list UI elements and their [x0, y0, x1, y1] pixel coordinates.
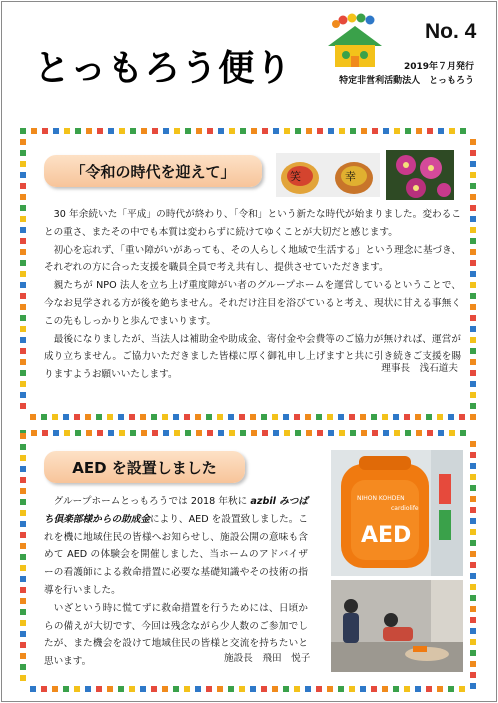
frame-dot [339, 128, 345, 134]
frame-dot [328, 128, 334, 134]
frame-dot [284, 430, 290, 436]
svg-text:笑: 笑 [290, 170, 301, 183]
frame-dot [382, 414, 388, 420]
frame-dot [350, 128, 356, 134]
frame-dot [20, 293, 26, 299]
frame-dot [273, 430, 279, 436]
frame-dot [206, 686, 212, 692]
issue-date: 2019年７月発行 [403, 62, 474, 72]
section2-paragraph [44, 493, 308, 600]
frame-dot [460, 430, 466, 436]
frame-dot [162, 686, 168, 692]
frame-dot [459, 686, 465, 692]
frame-dot [20, 521, 26, 527]
frame-dot [20, 631, 26, 637]
frame-dot [41, 414, 47, 420]
frame-dot [383, 128, 389, 134]
frame-dot [119, 430, 125, 436]
frame-dot [107, 686, 113, 692]
frame-dot [119, 128, 125, 134]
frame-dot [272, 686, 278, 692]
frame-dot [163, 430, 169, 436]
frame-dot [63, 686, 69, 692]
frame-dot [416, 128, 422, 134]
frame-dot [283, 414, 289, 420]
frame-dot [196, 430, 202, 436]
frame-dot [372, 128, 378, 134]
frame-dot [52, 414, 58, 420]
frame-dot [470, 683, 476, 689]
frame-dot [448, 414, 454, 420]
frame-dot [20, 139, 26, 145]
grant-followup-text: により、AED を設置致しました。これを機に地域住民の皆様へお知らせし、施設公開の意味も含めて AED の体験会を開催しました、当ホームのアドバイザーの看護師による救命措置に必要な基礎知識やその技術の指導を行いました。 [44, 513, 309, 596]
frame-dot [372, 430, 378, 436]
frame-dot [371, 414, 377, 420]
frame-dot [470, 606, 476, 612]
frame-dot [470, 150, 476, 156]
frame-dot [448, 686, 454, 692]
frame-dot [470, 474, 476, 480]
frame-dot [206, 414, 212, 420]
frame-dot [449, 430, 455, 436]
frame-dot [20, 238, 26, 244]
frame-dot [361, 430, 367, 436]
frame-dot [20, 543, 26, 549]
frame-dot [295, 128, 301, 134]
frame-dot [470, 205, 476, 211]
frame-dot [20, 403, 26, 409]
frame-dot [416, 430, 422, 436]
frame-dot [339, 430, 345, 436]
frame-dot [20, 205, 26, 211]
frame-dot [130, 430, 136, 436]
frame-dot [438, 430, 444, 436]
frame-dot [229, 128, 235, 134]
frame-dot [228, 414, 234, 420]
frame-dot [470, 628, 476, 634]
section2-signature: 施設長 飛田 悦子 [224, 653, 311, 664]
frame-dot [294, 686, 300, 692]
frame-dot [262, 430, 268, 436]
section1-paragraph: 最後になりましたが、当法人は補助金や助成金、寄付金や会費等のご協力が無ければ、運営が成り立ちません。ご協力いただきました皆様に厚く御礼申し上げますと共に引き続きご支援を賜りますようお願いいたします。 [44, 333, 461, 381]
frame-dot [20, 675, 26, 681]
frame-dot [20, 587, 26, 593]
frame-dot [360, 414, 366, 420]
grant-source-text: azbil みつばち倶楽部様からの助成金 [44, 496, 308, 525]
frame-dot [20, 150, 26, 156]
frame-dot [20, 183, 26, 189]
petunia-flowers-photo [386, 150, 454, 200]
frame-dot [20, 194, 26, 200]
frame-dot [349, 686, 355, 692]
frame-dot [470, 595, 476, 601]
frame-dot [251, 430, 257, 436]
frame-dot [470, 227, 476, 233]
frame-dot [273, 128, 279, 134]
frame-dot [20, 565, 26, 571]
frame-dot [470, 661, 476, 667]
frame-dot [240, 430, 246, 436]
frame-dot [305, 414, 311, 420]
frame-dot [470, 238, 476, 244]
frame-dot [261, 686, 267, 692]
frame-dot [393, 414, 399, 420]
frame-dot [470, 139, 476, 145]
frame-dot [20, 326, 26, 332]
frame-dot [20, 172, 26, 178]
section2-heading: AED を設置しました [44, 451, 245, 483]
frame-dot [239, 414, 245, 420]
frame-dot [53, 128, 59, 134]
frame-dot [470, 529, 476, 535]
section1-paragraph: 親たちが NPO 法人を立ち上げ重度障がい者のグループホームを運営しているということで、今なお見学される方が後を絶ちません。それだけ注目を浴びていると考え、現状に甘える事無くこの先もしっかりと歩んでまいります。 [44, 280, 461, 327]
frame-dot [20, 392, 26, 398]
frame-dot [405, 128, 411, 134]
frame-dot [20, 161, 26, 167]
frame-dot [108, 128, 114, 134]
frame-dot [53, 430, 59, 436]
frame-dot [470, 551, 476, 557]
frame-dot [31, 128, 37, 134]
frame-dot [96, 414, 102, 420]
frame-dot [470, 304, 476, 310]
frame-dot [184, 686, 190, 692]
frame-dot [151, 414, 157, 420]
section2-paragraph: いざという時に慌てずに救命措置を行うためには、日頃からの備えが大切です、今回は残念ながら少人数のご参加でしたが、また機会を設けて地域住民の皆様と交流を持ちたいと思います。 [44, 602, 308, 668]
section1-paragraph: 30 年余続いた「平成」の時代が終わり、「令和」という新たな時代が始まりました。変わることの重さ、またその中でも本質は変わらずに続けてゆくことが大切だと感じます。 [44, 209, 461, 238]
frame-dot [438, 128, 444, 134]
frame-dot [184, 414, 190, 420]
frame-dot [470, 216, 476, 222]
newsletter-title: とっもろう便り [34, 48, 293, 89]
frame-dot [207, 128, 213, 134]
frame-dot [108, 430, 114, 436]
issue-number: No. 4 [425, 20, 477, 43]
frame-dot [64, 128, 70, 134]
frame-dot [64, 430, 70, 436]
frame-dot [228, 686, 234, 692]
grant-intro-text: グループホームとっもろうでは 2018 年秋に [44, 496, 251, 507]
frame-dot [349, 414, 355, 420]
shisa-figures-photo [276, 153, 380, 197]
frame-dot [470, 392, 476, 398]
frame-dot [283, 686, 289, 692]
frame-dot [393, 686, 399, 692]
frame-dot [305, 686, 311, 692]
frame-dot [306, 128, 312, 134]
frame-dot [426, 686, 432, 692]
frame-dot [470, 562, 476, 568]
frame-dot [426, 414, 432, 420]
frame-dot [470, 260, 476, 266]
frame-dot [460, 128, 466, 134]
frame-dot [86, 430, 92, 436]
frame-dot [20, 444, 26, 450]
frame-dot [295, 430, 301, 436]
frame-dot [470, 381, 476, 387]
frame-dot [130, 128, 136, 134]
frame-dot [185, 430, 191, 436]
frame-dot [284, 128, 290, 134]
frame-dot [185, 128, 191, 134]
frame-dot [459, 414, 465, 420]
aed-device-photo [331, 450, 463, 576]
frame-dot [470, 540, 476, 546]
section1-body [44, 206, 461, 384]
frame-dot [470, 370, 476, 376]
frame-dot [20, 260, 26, 266]
frame-dot [306, 430, 312, 436]
house-logo-icon [324, 12, 386, 76]
frame-dot [85, 414, 91, 420]
frame-dot [20, 433, 26, 439]
frame-dot [20, 642, 26, 648]
frame-dot [118, 686, 124, 692]
aed-model-label: cardiolife [391, 505, 419, 512]
frame-dot [470, 194, 476, 200]
frame-dot [470, 496, 476, 502]
frame-dot [394, 128, 400, 134]
frame-dot [141, 128, 147, 134]
frame-dot [470, 584, 476, 590]
frame-dot [20, 510, 26, 516]
frame-dot [470, 172, 476, 178]
section1-paragraph: 初心を忘れず、「重い障がいがあっても、その人らしく地域で生活する」という理念に基づき、それぞれの方に合った支援を職員全員で考え共有し、提供させていただきます。 [44, 244, 461, 274]
frame-dot [470, 441, 476, 447]
frame-dot [173, 414, 179, 420]
frame-dot [470, 249, 476, 255]
frame-dot [427, 128, 433, 134]
frame-dot [217, 686, 223, 692]
frame-dot [250, 686, 256, 692]
frame-dot [140, 414, 146, 420]
frame-dot [470, 326, 476, 332]
frame-dot [85, 686, 91, 692]
frame-dot [20, 370, 26, 376]
frame-dot [20, 554, 26, 560]
frame-dot [31, 430, 37, 436]
frame-dot [327, 686, 333, 692]
frame-dot [86, 128, 92, 134]
frame-dot [217, 414, 223, 420]
frame-dot [437, 686, 443, 692]
frame-dot [338, 414, 344, 420]
section1-signature: 理事長 浅石道夫 [381, 363, 458, 374]
frame-dot [20, 271, 26, 277]
frame-dot [272, 414, 278, 420]
aed-training-photo [331, 580, 463, 672]
frame-dot [20, 304, 26, 310]
frame-dot [470, 359, 476, 365]
frame-dot [250, 414, 256, 420]
frame-dot [20, 466, 26, 472]
frame-dot [405, 430, 411, 436]
frame-dot [196, 128, 202, 134]
frame-dot [20, 664, 26, 670]
frame-dot [152, 128, 158, 134]
frame-dot [316, 414, 322, 420]
frame-dot [41, 686, 47, 692]
frame-dot [20, 227, 26, 233]
frame-dot [470, 573, 476, 579]
frame-dot [470, 518, 476, 524]
frame-dot [151, 686, 157, 692]
frame-dot [470, 650, 476, 656]
frame-dot [74, 414, 80, 420]
frame-dot [427, 430, 433, 436]
frame-dot [207, 430, 213, 436]
frame-dot [470, 271, 476, 277]
frame-dot [470, 617, 476, 623]
frame-dot [75, 128, 81, 134]
frame-dot [107, 414, 113, 420]
frame-dot [361, 128, 367, 134]
frame-dot [229, 430, 235, 436]
frame-dot [470, 183, 476, 189]
frame-dot [251, 128, 257, 134]
svg-text:幸: 幸 [345, 170, 356, 183]
frame-dot [195, 414, 201, 420]
frame-dot [261, 414, 267, 420]
frame-dot [382, 686, 388, 692]
frame-dot [470, 414, 476, 420]
frame-dot [20, 653, 26, 659]
frame-dot [360, 686, 366, 692]
frame-dot [383, 430, 389, 436]
frame-dot [20, 128, 26, 134]
frame-dot [129, 414, 135, 420]
aed-brand-label: NIHON KOHDEN [357, 495, 405, 502]
frame-dot [20, 499, 26, 505]
frame-dot [20, 348, 26, 354]
frame-dot [470, 463, 476, 469]
frame-dot [394, 430, 400, 436]
frame-dot [163, 128, 169, 134]
frame-dot [328, 430, 334, 436]
frame-dot [294, 414, 300, 420]
frame-dot [20, 381, 26, 387]
frame-dot [404, 686, 410, 692]
frame-dot [74, 686, 80, 692]
frame-dot [174, 128, 180, 134]
frame-dot [20, 532, 26, 538]
frame-dot [97, 128, 103, 134]
frame-dot [20, 488, 26, 494]
frame-dot [20, 620, 26, 626]
frame-dot [141, 430, 147, 436]
section2-body [44, 493, 311, 671]
frame-dot [470, 507, 476, 513]
frame-dot [20, 455, 26, 461]
frame-dot [20, 359, 26, 365]
frame-dot [350, 430, 356, 436]
frame-dot [20, 576, 26, 582]
frame-dot [20, 337, 26, 343]
frame-dot [470, 348, 476, 354]
frame-dot [162, 414, 168, 420]
frame-dot [20, 282, 26, 288]
frame-dot [240, 128, 246, 134]
frame-dot [338, 686, 344, 692]
frame-dot [20, 216, 26, 222]
frame-dot [470, 293, 476, 299]
frame-dot [470, 672, 476, 678]
frame-dot [470, 639, 476, 645]
frame-dot [262, 128, 268, 134]
publisher-name: 特定非営利活動法人 とっもろう [339, 76, 474, 86]
frame-dot [470, 403, 476, 409]
frame-dot [20, 609, 26, 615]
frame-dot [30, 414, 36, 420]
frame-dot [317, 128, 323, 134]
frame-dot [470, 452, 476, 458]
frame-dot [316, 686, 322, 692]
frame-dot [218, 128, 224, 134]
frame-dot [437, 414, 443, 420]
frame-dot [470, 337, 476, 343]
frame-dot [129, 686, 135, 692]
frame-dot [218, 430, 224, 436]
frame-dot [96, 686, 102, 692]
frame-dot [152, 430, 158, 436]
frame-dot [470, 282, 476, 288]
frame-dot [327, 414, 333, 420]
frame-dot [140, 686, 146, 692]
frame-dot [173, 686, 179, 692]
frame-dot [97, 430, 103, 436]
frame-dot [20, 598, 26, 604]
frame-dot [30, 686, 36, 692]
frame-dot [42, 430, 48, 436]
frame-dot [317, 430, 323, 436]
frame-dot [415, 686, 421, 692]
frame-dot [52, 686, 58, 692]
frame-dot [404, 414, 410, 420]
frame-dot [20, 249, 26, 255]
aed-case-label: AED [361, 523, 412, 548]
frame-dot [42, 128, 48, 134]
frame-dot [470, 315, 476, 321]
frame-dot [20, 315, 26, 321]
frame-dot [470, 485, 476, 491]
frame-dot [118, 414, 124, 420]
frame-dot [470, 161, 476, 167]
frame-dot [415, 414, 421, 420]
frame-dot [174, 430, 180, 436]
frame-dot [75, 430, 81, 436]
frame-dot [63, 414, 69, 420]
frame-dot [449, 128, 455, 134]
frame-dot [371, 686, 377, 692]
section1-heading: 「令和の時代を迎えて」 [44, 155, 262, 187]
frame-dot [195, 686, 201, 692]
frame-dot [20, 477, 26, 483]
frame-dot [239, 686, 245, 692]
